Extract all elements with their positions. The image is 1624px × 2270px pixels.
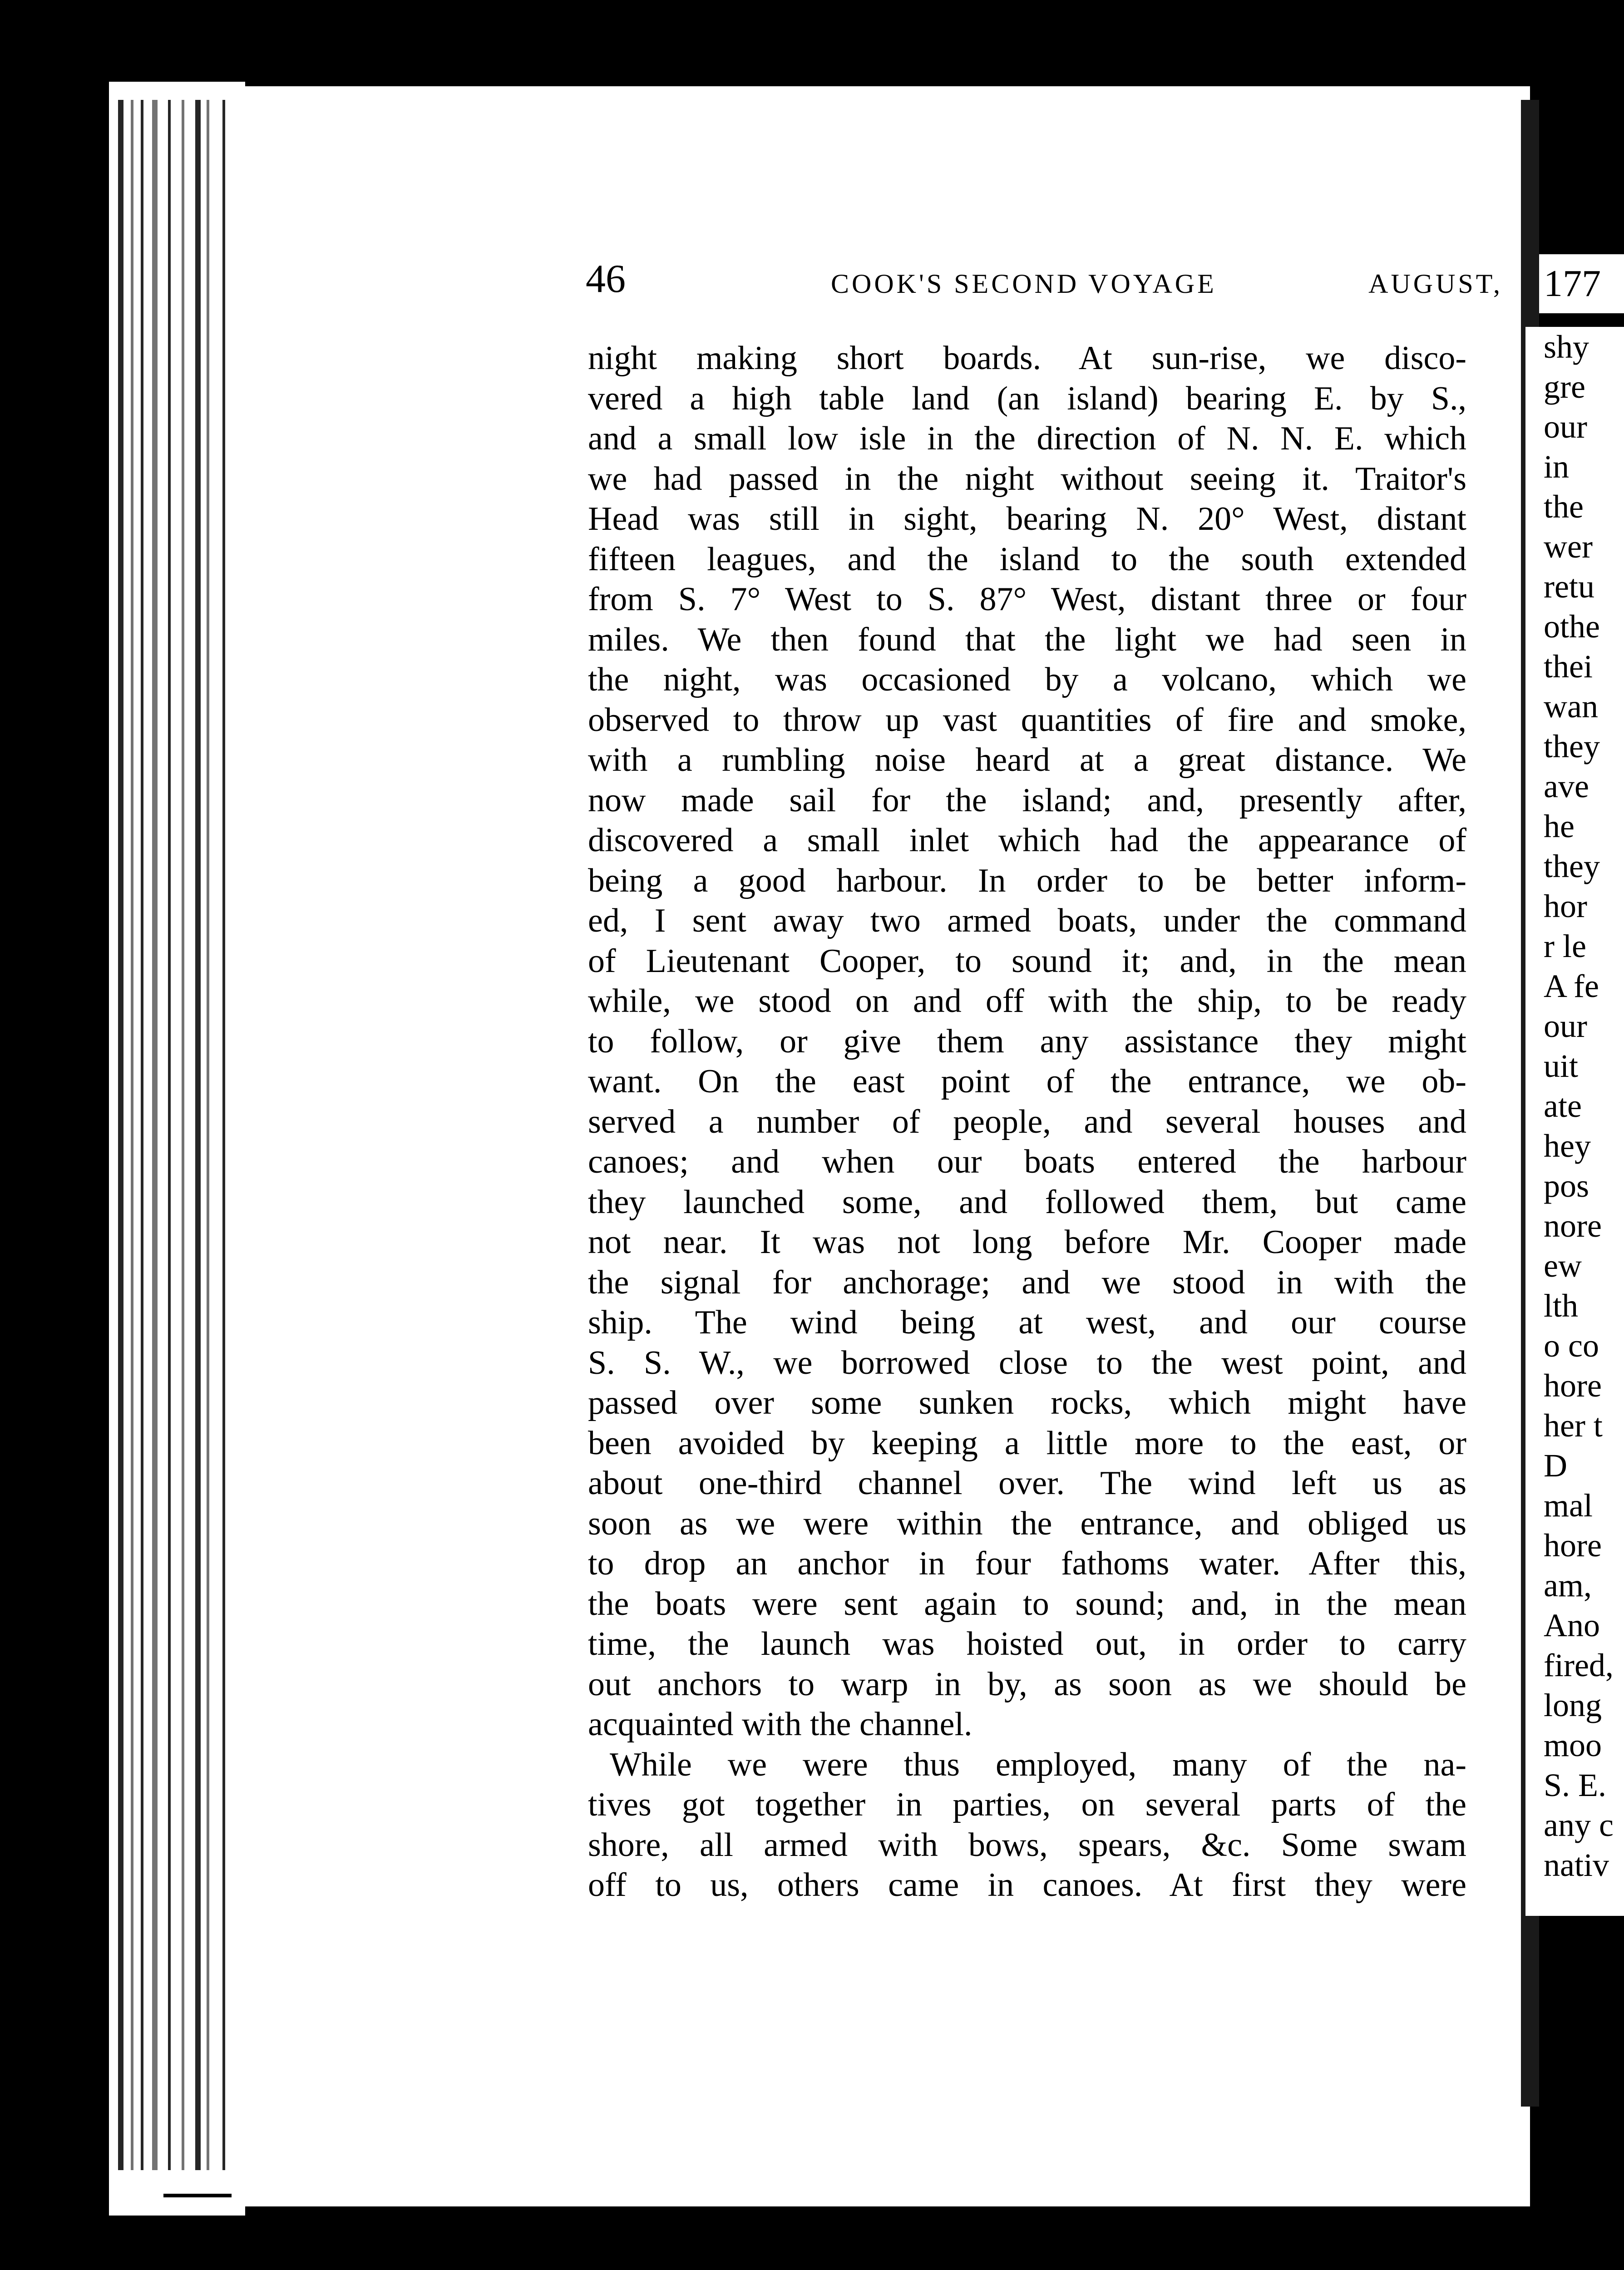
facing-text-fragment: thei <box>1544 648 1593 685</box>
text-line: soon as we were within the entrance, and obliged us <box>588 1505 1466 1542</box>
facing-text-fragment: mal <box>1544 1487 1593 1524</box>
facing-text-fragment: they <box>1544 848 1600 884</box>
spine-fiber <box>207 100 209 2170</box>
text-line: While we were thus employed, many of the na- <box>610 1746 1466 1783</box>
facing-text-fragment: in <box>1544 449 1570 485</box>
facing-page-number: 177 <box>1544 262 1601 305</box>
text-line: time, the launch was hoisted out, in order to carry <box>588 1625 1466 1663</box>
text-line: acquainted with the channel. <box>588 1706 972 1743</box>
text-line: of Lieutenant Cooper, to sound it; and, in the mean <box>588 942 1466 980</box>
facing-text-fragment: our <box>1544 409 1587 445</box>
text-line: vered a high table land (an island) bearing E. by S., <box>588 380 1466 417</box>
text-line: the night, was occasioned by a volcano, which we <box>588 661 1466 698</box>
text-line: the signal for anchorage; and we stood in with the <box>588 1263 1466 1301</box>
text-line: not near. It was not long before Mr. Cooper made <box>588 1224 1466 1261</box>
facing-text-fragment: A fe <box>1544 968 1599 1004</box>
running-title: COOK'S SECOND VOYAGE <box>831 269 1217 299</box>
facing-text-fragment: our <box>1544 1008 1587 1044</box>
text-line: to follow, or give them any assistance they might <box>588 1022 1466 1060</box>
text-line: night making short boards. At sun-rise, we disco- <box>588 340 1466 377</box>
facing-text-fragment: moo <box>1544 1727 1602 1763</box>
facing-text-fragment: fired, <box>1544 1647 1614 1683</box>
facing-text-fragment: uit <box>1544 1048 1579 1084</box>
text-line: out anchors to warp in by, as soon as we should be <box>588 1665 1466 1703</box>
facing-text-fragment: hor <box>1544 888 1587 924</box>
text-line: being a good harbour. In order to be better inform- <box>588 862 1466 899</box>
text-line: been avoided by keeping a little more to the east, or <box>588 1424 1466 1462</box>
facing-text-fragment: any c <box>1544 1807 1614 1843</box>
facing-text-fragment: wer <box>1544 528 1593 565</box>
spine-fiber <box>195 100 201 2170</box>
spine-fiber <box>182 100 184 2170</box>
text-line: we had passed in the night without seeing it. Traitor's <box>588 460 1466 498</box>
facing-text-fragment: he <box>1544 808 1575 844</box>
spine-fiber <box>168 100 171 2170</box>
text-line: about one-third channel over. The wind left us as <box>588 1465 1466 1502</box>
spine-fiber <box>118 100 123 2170</box>
facing-page-header <box>1539 254 1624 313</box>
text-line: fifteen leagues, and the island to the south extended <box>588 540 1466 578</box>
text-line: S. S. W., we borrowed close to the west point, and <box>588 1344 1466 1382</box>
facing-text-fragment: long <box>1544 1687 1602 1723</box>
facing-text-fragment: r le <box>1544 928 1586 964</box>
facing-text-fragment: pos <box>1544 1168 1589 1204</box>
spine-fiber <box>222 100 225 2170</box>
spine-fiber <box>131 100 133 2170</box>
facing-text-fragment: S. E. <box>1544 1767 1607 1803</box>
text-line: miles. We then found that the light we had seen in <box>588 621 1466 658</box>
facing-text-fragment: hey <box>1544 1128 1591 1164</box>
text-line: from S. 7° West to S. 87° West, distant three or four <box>588 581 1466 618</box>
facing-text-fragment: hore <box>1544 1367 1602 1404</box>
book-spine-edge <box>109 82 245 2216</box>
text-line: canoes; and when our boats entered the harbour <box>588 1143 1466 1180</box>
facing-text-fragment: gre <box>1544 369 1585 405</box>
text-line: Head was still in sight, bearing N. 20° West, distant <box>588 500 1466 538</box>
text-line: discovered a small inlet which had the appearance of <box>588 822 1466 859</box>
running-header <box>586 254 1521 304</box>
facing-text-fragment: othe <box>1544 608 1600 645</box>
text-line: and a small low isle in the direction of N. N. E. which <box>588 420 1466 457</box>
text-line: tives got together in parties, on several parts of the <box>588 1786 1466 1823</box>
spine-fiber <box>152 100 158 2170</box>
text-line: to drop an anchor in four fathoms water. After this, <box>588 1545 1466 1582</box>
facing-text-fragment: her t <box>1544 1407 1603 1444</box>
facing-text-fragment: am, <box>1544 1567 1592 1604</box>
text-line: observed to throw up vast quantities of fire and smoke, <box>588 701 1466 739</box>
running-month: AUGUST, <box>1368 269 1503 299</box>
facing-page <box>1525 327 1624 1916</box>
facing-text-fragment: ew <box>1544 1248 1582 1284</box>
facing-text-fragment: lth <box>1544 1288 1579 1324</box>
text-line: want. On the east point of the entrance, we ob- <box>588 1063 1466 1100</box>
facing-text-fragment: shy <box>1544 329 1589 365</box>
text-line: they launched some, and followed them, but came <box>588 1183 1466 1221</box>
text-line: passed over some sunken rocks, which might have <box>588 1384 1466 1421</box>
text-line: with a rumbling noise heard at a great distance. We <box>588 741 1466 779</box>
text-line: now made sail for the island; and, presently after, <box>588 781 1466 819</box>
body-text <box>588 338 1466 1905</box>
text-line: ed, I sent away two armed boats, under the command <box>588 902 1466 939</box>
facing-text-fragment: the <box>1544 489 1584 525</box>
facing-text-fragment: Ano <box>1544 1607 1600 1643</box>
facing-text-fragment: nore <box>1544 1208 1602 1244</box>
facing-text-fragment: hore <box>1544 1527 1602 1564</box>
spine-fiber <box>141 100 143 2170</box>
facing-text-fragment: D <box>1544 1447 1567 1484</box>
facing-text-fragment: wan <box>1544 688 1598 725</box>
facing-text-fragment: ate <box>1544 1088 1582 1124</box>
facing-text-fragment: nativ <box>1544 1847 1609 1883</box>
text-line: shore, all armed with bows, spears, &c. Some swam <box>588 1826 1466 1864</box>
text-line: ship. The wind being at west, and our course <box>588 1304 1466 1341</box>
text-line: while, we stood on and off with the ship, to be ready <box>588 982 1466 1020</box>
facing-text-fragment: they <box>1544 728 1600 765</box>
facing-text-fragment: ave <box>1544 768 1589 804</box>
facing-text-fragment: o co <box>1544 1327 1599 1364</box>
text-line: the boats were sent again to sound; and, in the mean <box>588 1585 1466 1623</box>
facing-text-fragment: retu <box>1544 568 1594 605</box>
page-number: 46 <box>586 257 626 301</box>
text-line: served a number of people, and several houses and <box>588 1103 1466 1140</box>
text-line: off to us, others came in canoes. At first they were <box>588 1866 1466 1904</box>
